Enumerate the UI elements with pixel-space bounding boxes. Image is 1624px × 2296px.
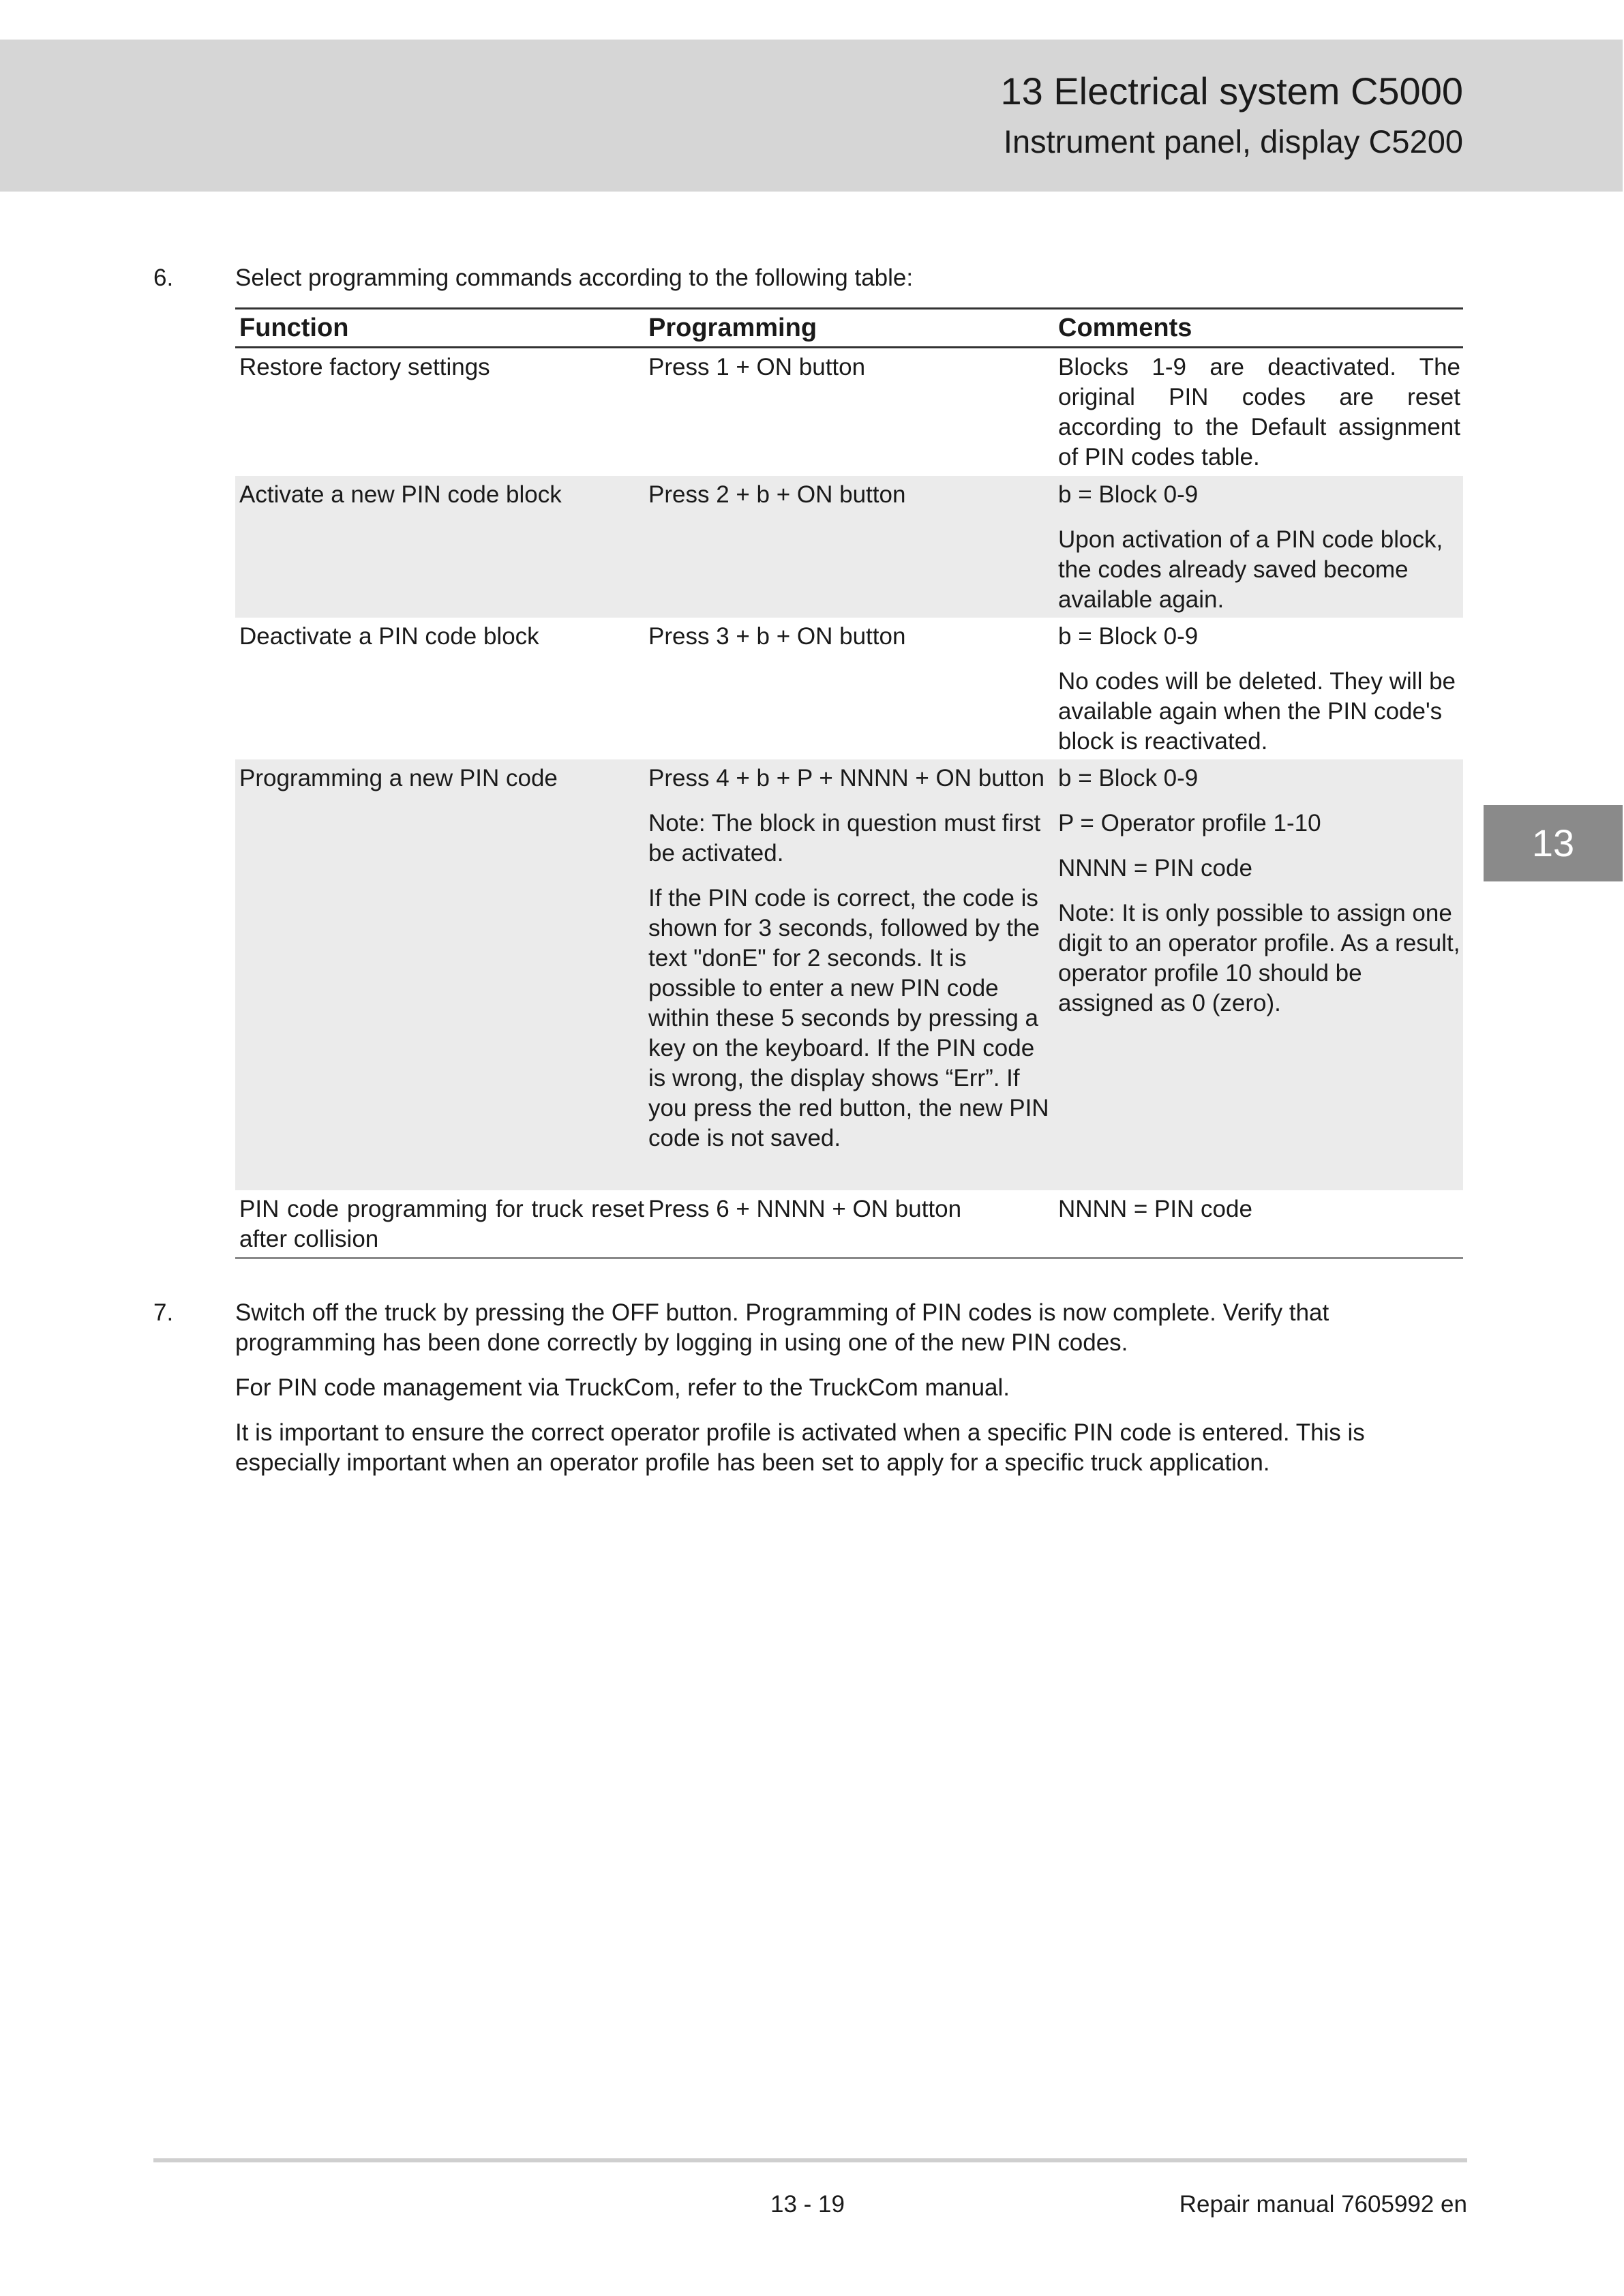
table-row	[235, 476, 1463, 618]
column-header: Function	[239, 314, 349, 342]
programming-cell	[644, 1190, 1054, 1257]
cell-text: Press 6 + NNNN + ON button	[648, 1196, 962, 1222]
function-cell: PIN code programming for truck reset after collision	[239, 1196, 644, 1252]
step-number: 6.	[153, 265, 174, 291]
programming-cell	[644, 348, 1054, 476]
cell-text: b = Block 0-9	[1058, 481, 1199, 508]
programming-table	[235, 307, 1463, 1259]
cell-text: If the PIN code is correct, the code is shown for 3 seconds, followed by the text "donE" for 2 seconds. It is possible to enter a new PIN code within these 5 seconds by pressing a key on the keyboard. If the PIN code is wrong, the display shows “Err”. If you press the red button, the new PIN code is not saved.	[648, 885, 1049, 1151]
column-header: Programming	[648, 314, 817, 342]
table-header	[235, 309, 1463, 348]
table-row	[235, 1190, 1463, 1257]
paragraph: Switch off the truck by pressing the OFF button. Programming of PIN codes is now complete. Verify that programming has been done correctly by logging in using one of the new PIN codes.	[235, 1299, 1329, 1356]
programming-cell	[644, 618, 1054, 759]
comments-cell	[1054, 618, 1463, 759]
cell-text: Press 2 + b + ON button	[648, 481, 906, 508]
cell-text: NNNN = PIN code	[1058, 1196, 1252, 1222]
header-band	[0, 40, 1623, 192]
table-row	[235, 348, 1463, 476]
step-text: Select programming commands according to the following table:	[235, 265, 914, 291]
page-number: 13 - 19	[770, 2191, 845, 2218]
cell-text: Blocks 1-9 are deactivated. The original PIN codes are reset according to the Default assignment of PIN codes table.	[1058, 354, 1460, 470]
programming-cell	[644, 476, 1054, 618]
comments-cell	[1054, 476, 1463, 618]
paragraph: For PIN code management via TruckCom, refer to the TruckCom manual.	[235, 1374, 1010, 1401]
comments-cell	[1054, 348, 1463, 476]
paragraph: It is important to ensure the correct operator profile is activated when a specific PIN code is entered. This is especially important when an operator profile has been set to apply for a specific truck application.	[235, 1419, 1365, 1476]
cell-text: Press 4 + b + P + NNNN + ON button	[648, 765, 1045, 791]
function-cell: Activate a new PIN code block	[239, 481, 562, 508]
step-text	[235, 1298, 1449, 1493]
function-cell: Deactivate a PIN code block	[239, 623, 539, 650]
chapter-title: 13 Electrical system C5000	[1000, 70, 1463, 112]
table-row	[235, 759, 1463, 1190]
footer-divider	[153, 2158, 1467, 2162]
cell-text: b = Block 0-9	[1058, 765, 1199, 791]
section-subtitle: Instrument panel, display C5200	[1003, 123, 1463, 160]
cell-text: Press 1 + ON button	[648, 354, 866, 380]
manual-reference: Repair manual 7605992 en	[1179, 2191, 1467, 2218]
cell-text: b = Block 0-9	[1058, 623, 1199, 650]
cell-text: P = Operator profile 1-10	[1058, 810, 1321, 836]
column-header: Comments	[1058, 314, 1192, 342]
comments-cell	[1054, 1190, 1463, 1257]
cell-text: Press 3 + b + ON button	[648, 623, 906, 650]
cell-text: Upon activation of a PIN code block, the codes already saved become available again.	[1058, 526, 1443, 613]
cell-text: NNNN = PIN code	[1058, 855, 1252, 881]
cell-text: Note: The block in question must first be activated.	[648, 810, 1041, 866]
cell-text: No codes will be deleted. They will be available again when the PIN code's block is reactivated.	[1058, 668, 1456, 755]
programming-cell	[644, 759, 1054, 1190]
cell-text: Note: It is only possible to assign one digit to an operator profile. As a result, operator profile 10 should be assigned as 0 (zero).	[1058, 900, 1460, 1016]
step-number: 7.	[153, 1299, 174, 1326]
function-cell: Programming a new PIN code	[239, 765, 558, 791]
function-cell: Restore factory settings	[239, 354, 490, 380]
comments-cell	[1054, 759, 1463, 1190]
table-row	[235, 618, 1463, 759]
chapter-tab: 13	[1484, 805, 1623, 881]
